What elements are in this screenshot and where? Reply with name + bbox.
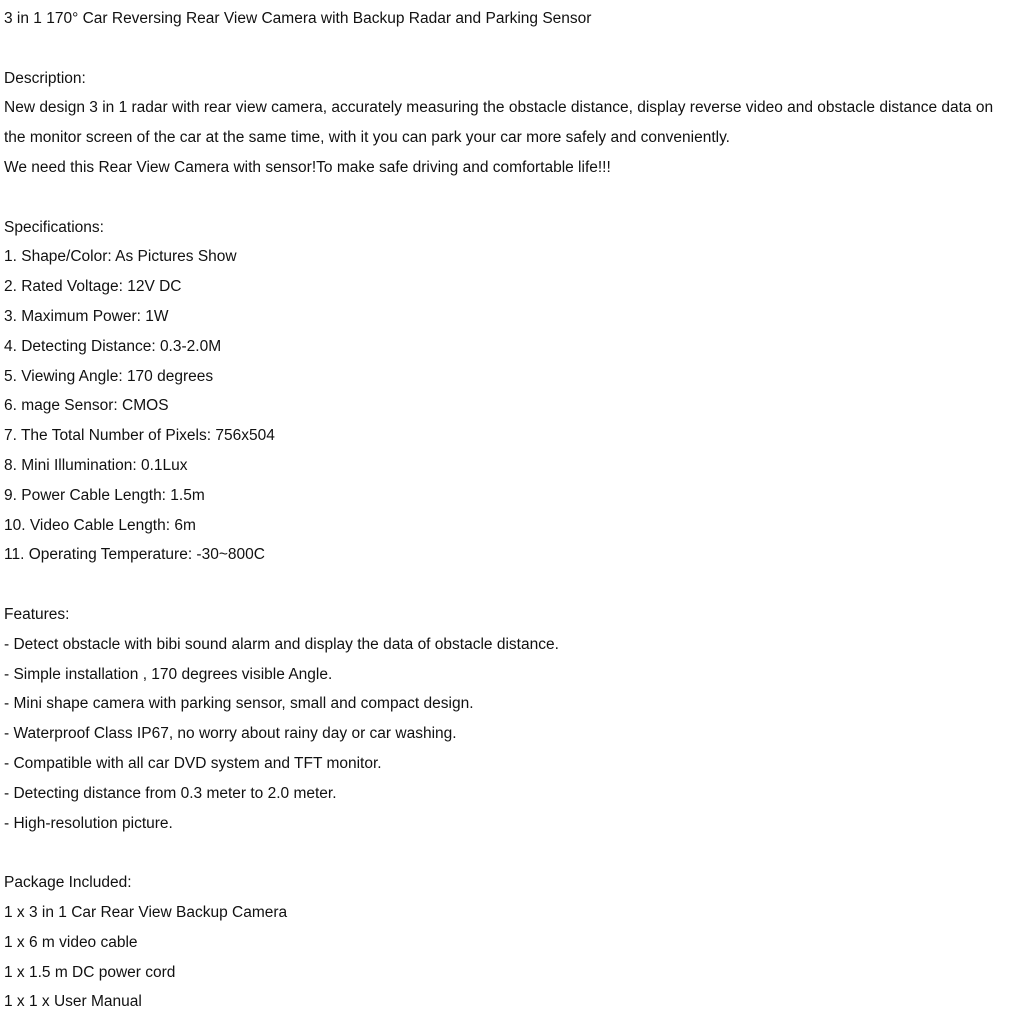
feature-item: - Compatible with all car DVD system and TFT monitor. xyxy=(4,754,382,772)
feature-item: - Waterproof Class IP67, no worry about rainy day or car washing. xyxy=(4,725,457,743)
spacer xyxy=(4,183,1016,213)
spec-item: 10. Video Cable Length: 6m xyxy=(4,516,196,534)
feature-item: - Detecting distance from 0.3 meter to 2.0 meter. xyxy=(4,784,337,802)
description-paragraph: We need this Rear View Camera with sensor!To make safe driving and comfortable life!!! xyxy=(4,158,611,176)
package-item: 1 x 3 in 1 Car Rear View Backup Camera xyxy=(4,903,288,921)
spec-item: 4. Detecting Distance: 0.3-2.0M xyxy=(4,337,222,355)
feature-item: - High-resolution picture. xyxy=(4,814,173,832)
spec-item: 5. Viewing Angle: 170 degrees xyxy=(4,367,214,385)
description-section xyxy=(4,64,1016,183)
spec-item: 11. Operating Temperature: -30~800C xyxy=(4,546,265,564)
specifications-heading: Specifications: xyxy=(4,218,104,236)
package-section xyxy=(4,868,1016,1017)
spacer xyxy=(4,570,1016,600)
package-heading: Package Included: xyxy=(4,874,132,892)
feature-item: - Detect obstacle with bibi sound alarm and display the data of obstacle distance. xyxy=(4,635,559,653)
spec-item: 2. Rated Voltage: 12V DC xyxy=(4,278,182,296)
features-heading: Features: xyxy=(4,605,70,623)
spacer xyxy=(4,34,1016,64)
spec-item: 7. The Total Number of Pixels: 756x504 xyxy=(4,427,275,445)
feature-item: - Mini shape camera with parking sensor, small and compact design. xyxy=(4,695,474,713)
package-item: 1 x 1.5 m DC power cord xyxy=(4,963,176,981)
spec-item: 3. Maximum Power: 1W xyxy=(4,307,169,325)
product-title: 3 in 1 170° Car Reversing Rear View Camera with Backup Radar and Parking Sensor xyxy=(4,10,592,27)
features-list xyxy=(4,630,1016,839)
spec-item: 6. mage Sensor: CMOS xyxy=(4,397,169,415)
specifications-list xyxy=(4,242,1016,570)
description-heading: Description: xyxy=(4,69,86,87)
package-item: 1 x 6 m video cable xyxy=(4,933,138,951)
package-list xyxy=(4,898,1016,1017)
spec-item: 9. Power Cable Length: 1.5m xyxy=(4,486,205,504)
spacer xyxy=(4,838,1016,868)
spec-item: 8. Mini Illumination: 0.1Lux xyxy=(4,456,188,474)
feature-item: - Simple installation , 170 degrees visible Angle. xyxy=(4,665,333,683)
features-section xyxy=(4,600,1016,838)
specifications-section xyxy=(4,213,1016,571)
description-paragraph: New design 3 in 1 radar with rear view camera, accurately measuring the obstacle distance, display reverse video and obstacle distance data on the monitor screen of the car at the same time, with it you can park your car more safely and conveniently. xyxy=(4,99,994,147)
package-item: 1 x 1 x User Manual xyxy=(4,993,142,1011)
spec-item: 1. Shape/Color: As Pictures Show xyxy=(4,248,237,266)
